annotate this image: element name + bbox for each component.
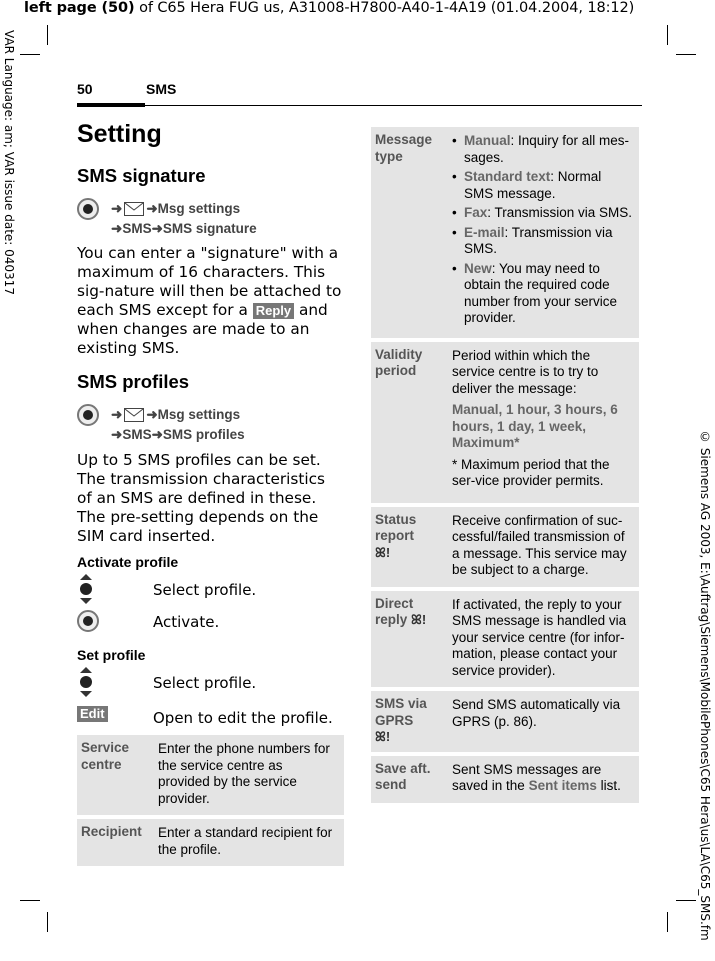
table-value: Enter the phone numbers for the service centre as provided by the service provider. (149, 735, 344, 815)
table-key (371, 507, 443, 587)
arrow-icon: ➜ (151, 427, 163, 442)
table-value: Receive confirmation of suc-cessful/failed transmission of a message. This service may be subject to a charge. (443, 507, 639, 587)
table-key (371, 691, 443, 752)
edit-action-text: Open to edit the profile. (153, 709, 333, 727)
arrow-icon: ➜ (111, 221, 123, 236)
crop-mark (676, 54, 696, 55)
operator-service-icon: ꕤ! (375, 729, 391, 744)
gprs-key-label: SMS via GPRS (375, 696, 427, 728)
operator-service-icon: ꕤ! (411, 612, 427, 627)
arrow-icon: ➜ (111, 427, 123, 442)
arrow-icon: ➜ (151, 221, 163, 236)
table-key: Service centre (77, 735, 149, 815)
header-rule (145, 105, 642, 106)
signature-heading: SMS signature (77, 165, 206, 186)
activate-action-row (77, 610, 343, 638)
option-name: Standard text (464, 169, 551, 184)
operator-service-icon: ꕤ! (375, 544, 391, 560)
arrow-icon: ➜ (146, 407, 158, 422)
joystick-icon (77, 198, 99, 220)
message-type-list (452, 133, 633, 327)
table-value (443, 756, 639, 803)
crop-mark (676, 900, 696, 901)
crop-mark (20, 900, 40, 901)
table-value: If activated, the reply to your SMS message is handled via your service centre (for infor-mation, please contact your service provider). (443, 591, 639, 688)
profiles-heading: SMS profiles (77, 371, 190, 392)
table-row (371, 127, 639, 338)
table-row (77, 819, 344, 866)
edit-row (77, 706, 343, 734)
status-key-label: Status report (375, 511, 417, 543)
list-item (452, 169, 633, 202)
table-value (443, 342, 639, 503)
page-number: 50 (77, 81, 93, 97)
table-key: Message type (371, 127, 443, 338)
table-value: Enter a standard recipient for the profile. (149, 819, 344, 866)
envelope-icon (124, 202, 144, 216)
signature-text-part: You can enter a "signature" with a maximum of 16 characters. This sig-nature will then be attached to each SMS except for a (77, 244, 342, 319)
option-name: New (464, 260, 492, 276)
nav-item: SMS (122, 221, 152, 236)
crop-mark (47, 912, 48, 932)
table-row (371, 507, 639, 587)
option-desc: : Transmission via SMS. (464, 224, 613, 256)
option-name: Manual (464, 133, 511, 148)
crop-mark (667, 912, 668, 932)
option-desc: : Transmission via SMS. (487, 205, 633, 220)
nav-item: SMS profiles (162, 427, 245, 442)
joystick-updown-icon (79, 667, 93, 697)
profiles-nav-path (77, 404, 245, 444)
arrow-icon: ➜ (111, 201, 123, 216)
table-row (371, 591, 639, 688)
page-title: Setting (77, 120, 162, 148)
table-value (443, 127, 639, 338)
header-rule-thick (77, 103, 145, 107)
edit-key: Edit (77, 706, 108, 722)
set-heading: Set profile (77, 647, 146, 663)
table-key: Recipient (77, 819, 149, 866)
sent-items-ref: Sent items (528, 778, 597, 793)
option-desc: : Normal SMS message. (464, 169, 602, 201)
reply-key: Reply (253, 303, 294, 319)
envelope-icon (124, 408, 144, 422)
page-section: SMS (146, 81, 177, 97)
set-select-row (77, 671, 343, 699)
option-desc: : Inquiry for all mes-sages. (464, 133, 630, 165)
activate-action-text: Activate. (153, 613, 220, 631)
table-key (371, 591, 443, 688)
save-text: list. (600, 778, 621, 793)
list-item (452, 205, 633, 222)
option-name: Fax (464, 205, 488, 220)
list-item (452, 133, 633, 166)
table-row (371, 342, 639, 503)
profiles-text: Up to 5 SMS profiles can be set. The transmission characteristics of an SMS are defined in these. The pre-setting depends on the SIM card inserted. (77, 451, 325, 545)
crop-mark (20, 54, 40, 55)
option-name: E-mail (464, 224, 505, 240)
document-header (24, 0, 634, 16)
nav-item: SMS signature (162, 221, 257, 236)
option-desc: : You may need to obtain the required code number from your service provider. (464, 260, 618, 325)
activate-select-text: Select profile. (153, 581, 257, 599)
table-key: Validity period (371, 342, 443, 503)
side-text-left: VAR Language: am; VAR issue date: 040317 (2, 30, 16, 295)
direct-key-label: Direct reply (375, 595, 414, 627)
header-file-info: of C65 Hera FUG us, A31008-H7800-A40-1-4A19 (01.04.2004, 18:12) (134, 0, 635, 16)
set-select-text: Select profile. (153, 674, 257, 692)
validity-options: Manual, 1 hour, 3 hours, 6 hours, 1 day, 1 week, Maximum* (452, 402, 618, 450)
arrow-icon: ➜ (111, 407, 123, 422)
crop-mark (47, 25, 48, 45)
table-value: Send SMS automatically via GPRS (p. 86). (443, 691, 639, 752)
activate-select-row (77, 578, 343, 606)
joystick-updown-icon (79, 574, 93, 604)
nav-item: Msg settings (157, 407, 241, 422)
joystick-icon (77, 610, 99, 632)
activate-heading: Activate profile (77, 554, 179, 570)
signature-text-part: and when changes are made to an existing SMS. (77, 301, 328, 357)
table-row (371, 756, 639, 803)
joystick-icon (77, 404, 99, 426)
nav-item: SMS (122, 427, 152, 442)
right-settings-table (371, 123, 639, 807)
table-row (371, 691, 639, 752)
crop-mark (667, 25, 668, 45)
validity-note: * Maximum period that the ser-vice provider permits. (452, 456, 610, 488)
signature-text (77, 244, 343, 358)
table-key: Save aft. send (371, 756, 443, 803)
save-text: Sent SMS messages are saved in the (452, 761, 602, 793)
left-settings-table (77, 731, 344, 870)
header-page-ref: left page (50) (24, 0, 135, 16)
list-item (452, 261, 633, 327)
arrow-icon: ➜ (146, 201, 158, 216)
validity-text: Period within which the service centre is to try to deliver the message: (452, 347, 599, 396)
nav-item: Msg settings (157, 201, 241, 216)
list-item (452, 225, 633, 258)
table-row (77, 735, 344, 815)
signature-nav-path (77, 198, 257, 238)
side-text-right: © Siemens AG 2003, E:\Auftrag\Siemens\MobilePhones\C65 Hera\us\LA\C65_SMS.fm (698, 430, 712, 941)
